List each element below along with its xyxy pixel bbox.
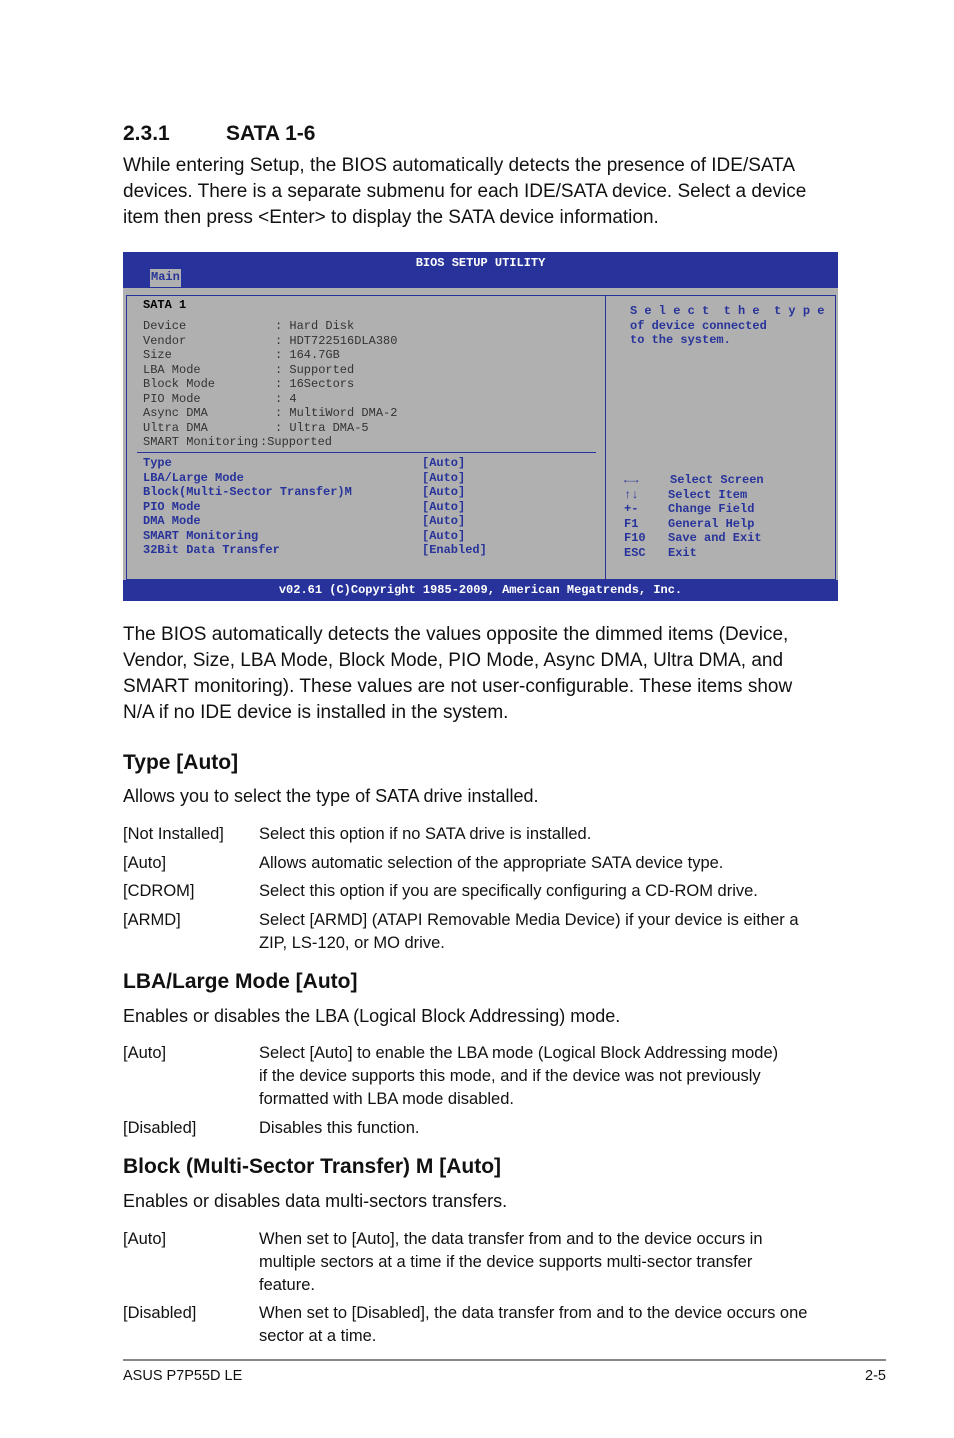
option-key: [ARMD] [123, 911, 181, 929]
help-text [630, 304, 824, 348]
lba-lead: Enables or disables the LBA (Logical Block Addressing) mode. [123, 1006, 621, 1026]
option-desc: When set to [Disabled], the data transfer from and to the device occurs one sector at a time. [259, 1304, 808, 1345]
bios-footer: v02.61 (C)Copyright 1985-2009, American Megatrends, Inc. [123, 580, 838, 601]
body-line: Vendor, Size, LBA Mode, Block Mode, PIO Mode, Async DMA, Ultra DMA, and [123, 650, 784, 671]
body-line: The BIOS automatically detects the values opposite the dimmed items (Device, [123, 624, 789, 645]
option-key: [Auto] [123, 1230, 167, 1248]
section-title: SATA 1-6 [226, 122, 316, 145]
option-key: [Auto] [123, 1044, 167, 1062]
option-desc: Allows automatic selection of the appropriate SATA device type. [259, 854, 724, 872]
option-key: [Auto] [123, 854, 167, 872]
intro-paragraph [123, 153, 806, 231]
arrow-up-down-icon: ↑↓ [624, 487, 639, 502]
help-line: of device connected [630, 318, 767, 333]
panel-title: SATA 1 [143, 298, 187, 312]
help-line: S e l e c t t h e t y p e [630, 304, 825, 318]
type-heading: Type [Auto] [123, 751, 239, 774]
bios-panel: SATA 1 Device : Hard Disk Vendor : HDT722516DLA380 Size : 164.7GB LBA Mode : Supported Block Mode : 16Sectors PIO Mode : 4 Async DMA : MultiWord DMA-2 Ultra DMA : Ultra DMA-5 SMART Monitoring :Supported Type [Auto] LBA/Large Mode [Auto] Block(Multi-Sector Transfer)M [Auto] PIO Mode [Auto] DMA Mode [Auto] SMART Monitoring [Auto] 32Bit Data Transfer [Enabled] S e l e c t t h e t y p e of device connected to the system. ←→ Select Screen ↑↓ Select Item +- Change Field F1 General Help F10 Save and Exit ESC Exit [126, 295, 836, 580]
option-key: [Not Installed] [123, 825, 224, 843]
help-line: to the system. [630, 333, 731, 347]
footer-product: ASUS P7P55D LE [123, 1368, 243, 1384]
bios-screen [123, 252, 838, 601]
option-key: [Disabled] [123, 1304, 197, 1322]
type-lead: Allows you to select the type of SATA drive installed. [123, 786, 539, 806]
block-lead: Enables or disables data multi-sectors transfers. [123, 1191, 508, 1211]
option-key: [Disabled] [123, 1119, 197, 1137]
intro-line: devices. There is a separate submenu for each IDE/SATA device. Select a device [123, 181, 807, 202]
body-line: SMART monitoring). These values are not user-configurable. These items show [123, 676, 793, 697]
option-desc: Select [Auto] to enable the LBA mode (Logical Block Addressing mode) if the device supports this mode, and if the device was not previously formatted with LBA mode disabled. [259, 1044, 779, 1108]
option-key: [CDROM] [123, 882, 195, 900]
page-number: 2-5 [865, 1368, 886, 1384]
body-paragraph [123, 622, 792, 726]
footer-rule [123, 1359, 886, 1361]
option-desc: Select this option if you are specifically configuring a CD-ROM drive. [259, 882, 758, 900]
option-desc: Select [ARMD] (ATAPI Removable Media Device) if your device is either a ZIP, LS-120, or MO drive. [259, 911, 799, 952]
intro-line: While entering Setup, the BIOS automatically detects the presence of IDE/SATA [123, 155, 796, 176]
intro-line: item then press <Enter> to display the SATA device information. [123, 207, 659, 228]
body-line: N/A if no IDE device is installed in the system. [123, 702, 509, 723]
section-divider [137, 452, 596, 453]
panel-divider [605, 296, 606, 579]
section-number: 2.3.1 [123, 122, 170, 145]
arrow-left-right-icon: ←→ [624, 473, 639, 487]
tab-main[interactable]: Main [150, 269, 181, 287]
lba-heading: LBA/Large Mode [Auto] [123, 970, 358, 993]
block-heading: Block (Multi-Sector Transfer) M [Auto] [123, 1155, 502, 1178]
option-desc: When set to [Auto], the data transfer from and to the device occurs in multiple sectors at a time if the device supports multi-sector transfer feature. [259, 1230, 763, 1294]
bios-title: BIOS SETUP UTILITY [415, 256, 546, 270]
option-desc: Disables this function. [259, 1119, 420, 1137]
option-desc: Select this option if no SATA drive is installed. [259, 825, 592, 843]
